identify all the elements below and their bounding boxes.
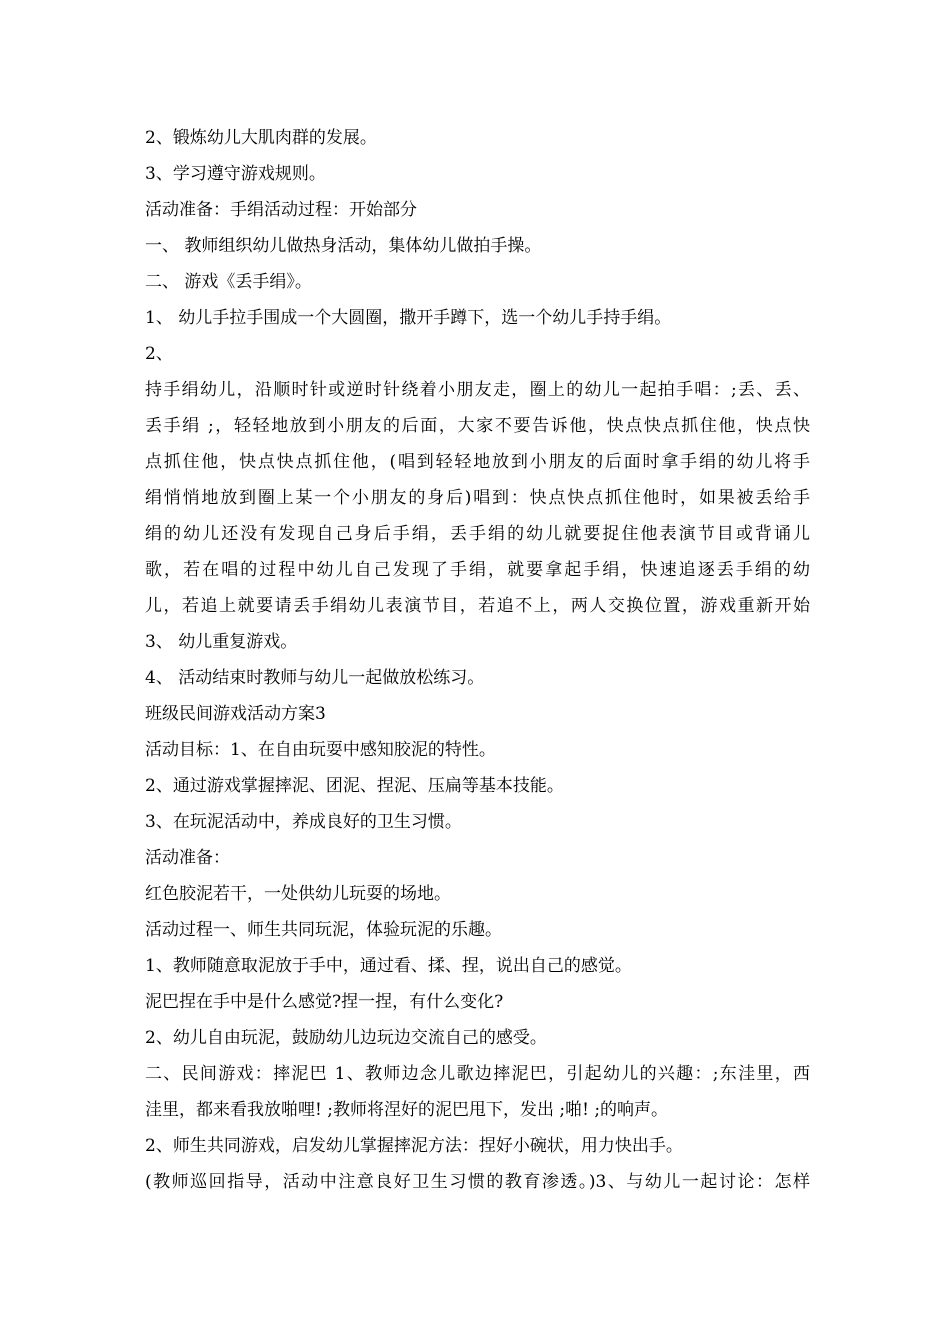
text-line: 2、锻炼幼儿大肌肉群的发展。 [145,128,377,148]
text-line: 2、 [145,344,173,364]
text-line: 泥巴捏在手中是什么感觉?捏一捏，有什么变化? [145,992,504,1012]
text-line: 点抓住他，快点快点抓住他，(唱到轻轻地放到小朋友的后面时拿手绢的幼儿将手 [145,452,810,472]
text-line: 1、教师随意取泥放于手中，通过看、揉、捏，说出自己的感觉。 [145,956,632,976]
text-line: 4、 活动结束时教师与幼儿一起做放松练习。 [145,668,485,688]
text-line: 2、通过游戏掌握摔泥、团泥、捏泥、压扁等基本技能。 [145,776,564,796]
text-line: 绢悄悄地放到圈上某一个小朋友的身后)唱到：快点快点抓住他时，如果被丢给手 [145,488,810,508]
text-line: 3、 幼儿重复游戏。 [145,632,298,652]
text-line: 一、 教师组织幼儿做热身活动，集体幼儿做拍手操。 [145,236,542,256]
text-line: 丢手绢 ;，轻轻地放到小朋友的后面，大家不要告诉他，快点快点抓住他，快点快 [145,416,810,436]
text-line: 二、 游戏《丢手绢》。 [145,272,312,292]
text-line: 2、幼儿自由玩泥，鼓励幼儿边玩边交流自己的感受。 [145,1028,547,1048]
text-line: (教师巡回指导，活动中注意良好卫生习惯的教育渗透。)3、与幼儿一起讨论：怎样 [145,1172,810,1192]
text-line: 3、学习遵守游戏规则。 [145,164,326,184]
text-line: 二、民间游戏：摔泥巴 1、教师边念儿歌边摔泥巴，引起幼儿的兴趣：;东洼里，西 [145,1064,810,1084]
text-line: 绢的幼儿还没有发现自己身后手绢，丢手绢的幼儿就要捉住他表演节目或背诵儿 [145,524,810,544]
text-line: 活动准备： [145,848,230,868]
text-line: 活动准备：手绢活动过程：开始部分 [145,200,417,220]
text-line: 持手绢幼儿，沿顺时针或逆时针绕着小朋友走，圈上的幼儿一起拍手唱：;丢、丢、 [145,380,810,400]
text-line: 活动过程一、师生共同玩泥，体验玩泥的乐趣。 [145,920,502,940]
text-line: 2、师生共同游戏，启发幼儿掌握摔泥方法：捏好小碗状，用力快出手。 [145,1136,683,1156]
text-line: 活动目标：1、在自由玩耍中感知胶泥的特性。 [145,740,496,760]
text-line: 儿，若追上就要请丢手绢幼儿表演节目，若追不上，两人交换位置，游戏重新开始 [145,596,810,616]
section-heading: 班级民间游戏活动方案3 [145,704,326,724]
text-line: 洼里，都来看我放啪哩! ;教师将涅好的泥巴甩下，发出 ;啪! ;的响声。 [145,1100,669,1120]
text-line: 3、在玩泥活动中，养成良好的卫生习惯。 [145,812,462,832]
text-line: 1、 幼儿手拉手围成一个大圆圈，撒开手蹲下，选一个幼儿手持手绢。 [145,308,672,328]
document-body [145,120,810,1200]
text-line: 红色胶泥若干，一处供幼儿玩耍的场地。 [145,884,451,904]
text-line: 歌，若在唱的过程中幼儿自己发现了手绢，就要拿起手绢，快速追逐丢手绢的幼 [145,560,810,580]
